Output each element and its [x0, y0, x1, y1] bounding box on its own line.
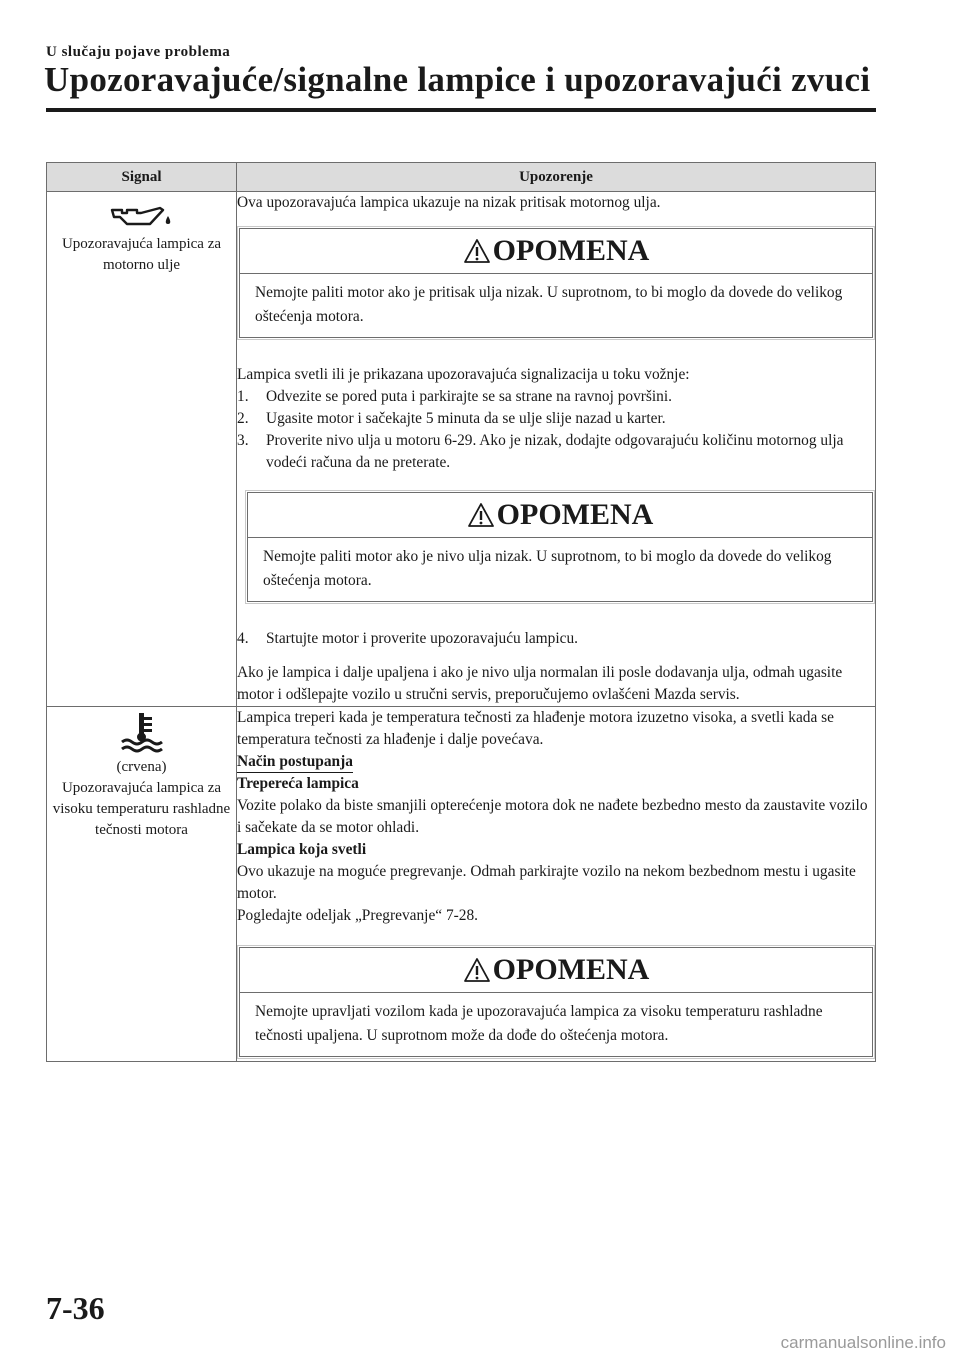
table-row-coolant-temperature [47, 707, 876, 1062]
watermark: carmanualsonline.info [780, 1333, 946, 1352]
warning-triangle-icon [467, 502, 495, 528]
oil-can-icon [47, 192, 236, 230]
steps-intro-text: Lampica svetli ili je prikazana upozoravajuća signalizacija u toku vožnje: [237, 366, 690, 383]
procedure-heading: Način postupanja [237, 751, 875, 773]
caution-box-coolant [239, 947, 873, 1057]
flashing-text: Vozite polako da biste smanjili opterećenje motora dok ne nađete bezbedno mesto da zaustavite vozilo i sačekate da se motor ohladi. [237, 797, 868, 836]
list-item: 2. Ugasite motor i sačekajte 5 minuta da se ulje slije nazad u karter. [237, 410, 666, 427]
column-header-signal: Signal [47, 163, 237, 192]
warning-cell-coolant [237, 707, 876, 1062]
flashing-heading: Trepereća lampica [237, 775, 359, 792]
caution-header [240, 229, 872, 274]
caution-box-oil-level [247, 492, 873, 602]
coolant-intro-text: Lampica treperi kada je temperatura tečnosti za hlađenje motora izuzetno visoka, a svetli kada se temperatura tečnosti za hlađenje i dalje povećava. [237, 709, 834, 748]
table-row-oil-pressure [47, 192, 876, 707]
caution-box-oil-pressure [239, 228, 873, 338]
column-header-warning: Upozorenje [237, 163, 876, 192]
caution-text: Nemojte upravljati vozilom kada je upozoravajuća lampica za visoku temperaturu rashladne tečnosti upaljena. U suprotnom može da dođe do oštećenja motora. [255, 1003, 823, 1044]
lit-heading: Lampica koja svetli [237, 841, 367, 858]
caution-title: OPOMENA [496, 498, 654, 531]
warning-triangle-icon [463, 238, 491, 264]
coolant-temperature-icon [47, 707, 236, 753]
caution-header [248, 493, 872, 538]
caution-text: Nemojte paliti motor ako je nivo ulja nizak. U suprotnom, to bi moglo da dovede do velikog oštećenja motora. [263, 548, 832, 589]
overheating-reference: Pogledajte odeljak „Pregrevanje“ 7-28. [237, 907, 479, 924]
oil-intro-text: Ova upozoravajuća lampica ukazuje na nizak pritisak motornog ulja. [237, 194, 661, 211]
caution-text: Nemojte paliti motor ako je pritisak ulja nizak. U suprotnom, to bi moglo da dovede do velikog oštećenja motora. [255, 284, 843, 325]
warning-cell-oil [237, 192, 876, 707]
caution-header [240, 948, 872, 993]
signal-caption-coolant: Upozoravajuća lampica za visoku temperaturu rashladne tečnosti motora [52, 780, 231, 838]
steps-list-continued [237, 628, 875, 650]
signal-cell-oil [47, 192, 237, 707]
list-item: 1. Odvezite se pored puta i parkirajte se sa strane na ravnoj površini. [237, 388, 673, 405]
signal-caption-oil: Upozoravajuća lampica za motorno ulje [61, 236, 222, 273]
signal-cell-coolant [47, 707, 237, 1062]
lit-text: Ovo ukazuje na moguće pregrevanje. Odmah parkirajte vozilo na nekom bezbednom mestu i ugasite motor. [237, 863, 856, 902]
oil-closing-text: Ako je lampica i dalje upaljena i ako je nivo ulja normalan ili posle dodavanja ulja, odmah ugasite motor i odšlepajte vozilo u stručni servis, preporučujemo ovlašćeni Mazda servis. [237, 664, 843, 703]
caution-title: OPOMENA [492, 953, 650, 986]
list-item: 4. Startujte motor i proverite upozoravajuću lampicu. [237, 630, 578, 647]
table-header-row [47, 163, 876, 192]
caution-title: OPOMENA [492, 234, 650, 267]
signal-color-label: (crvena) [116, 759, 167, 775]
steps-list [237, 386, 875, 474]
warning-triangle-icon [463, 957, 491, 983]
list-item: 3. Proverite nivo ulja u motoru 6-29. Ako je nizak, dodajte odgovarajuću količinu motornog ulja vodeći računa da ne preterate. [237, 432, 844, 471]
section-label: U slučaju pojave problema [46, 44, 231, 60]
warning-lights-table [46, 162, 876, 1062]
page-title: Upozoravajuće/signalne lampice i upozoravajući zvuci [44, 60, 871, 99]
title-rule [46, 108, 876, 112]
page-number: 7-36 [46, 1290, 105, 1326]
